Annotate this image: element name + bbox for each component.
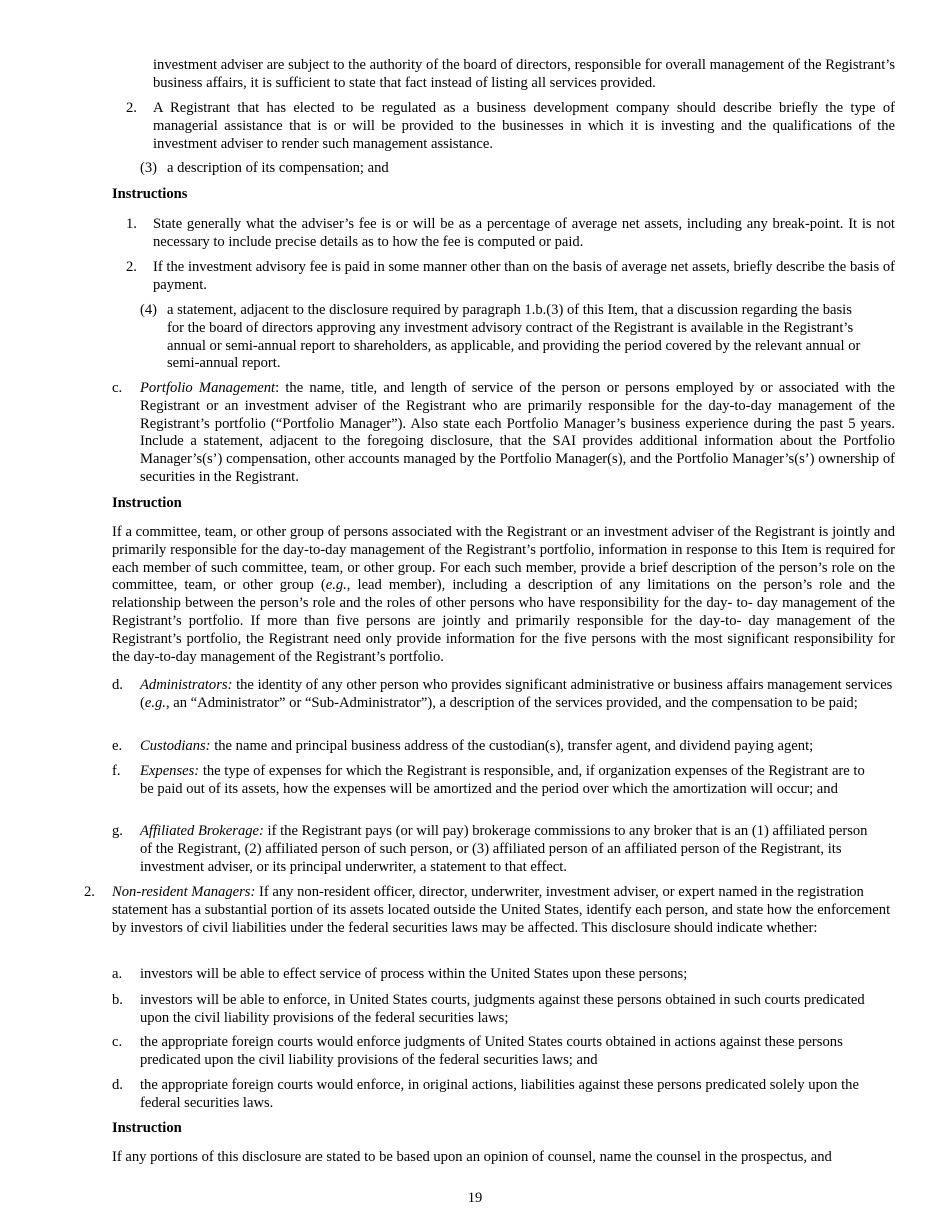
page-number: 19 (467, 1190, 483, 1206)
list-number: 2. (84, 884, 95, 900)
term-label: Custodians: (140, 738, 211, 754)
list-letter: b. (112, 992, 123, 1008)
list-number: 2. (126, 259, 137, 275)
term-label: Administrators: (140, 677, 233, 693)
term-label: Expenses: (140, 763, 200, 779)
item-body: If any non-resident officer, director, underwriter, investment adviser, or expert named in the registration statement has a substantial portion of its assets located outside the United States, identify each person, and state how the enforcement by investors of civil liabilities under the federal securities laws may be affected. This disclosure should indicate whether: (112, 884, 891, 936)
list-number: 1. (126, 216, 137, 232)
eg-abbrev: e.g. (144, 694, 166, 711)
list-letter: d. (112, 1077, 123, 1093)
list-item-service-of-process: investors will be able to effect service of process within the United States upon these persons; (140, 966, 688, 982)
eg-abbrev: e.g. (325, 577, 347, 594)
term-label: Non-resident Managers: (112, 884, 256, 900)
paragraph-text: If a committee, team, or other group of persons associated with the Registrant or an investment adviser of the Registrant is jointly and primarily responsible for the day-to-day management of the Registrant’s portfolio, information in response to this Item is required for each member of such committee, team, or other group. For each such member, provide a brief description of the person’s role on the committee, team, or other group ( (112, 524, 895, 594)
list-item-portfolio-management (140, 380, 895, 487)
list-item-non-resident-managers (112, 884, 895, 937)
paragraph-text: , lead member), including a description of any limitations on the person’s role and the relationship between the person’s role and the roles of other persons who have responsibility for the day- to- day management of the Registrant’s portfolio. If more than five persons are jointly and primarily responsible for the day-to- day management of the Registrant’s portfolio, the Registrant need only provide information for the five persons with the most significant responsibility for the day-to-day management of the Registrant’s portfolio. (112, 577, 895, 665)
list-item-compensation: a description of its compensation; and (167, 160, 389, 176)
list-letter: e. (112, 738, 123, 754)
list-letter: a. (112, 966, 123, 982)
list-item-administrators (140, 677, 895, 713)
list-letter: c. (112, 1034, 123, 1050)
list-number: (3) (140, 160, 158, 176)
list-letter: f. (112, 763, 121, 779)
list-item-foreign-judgments: the appropriate foreign courts would enforce judgments of United States courts obtained in actions against these persons predicated upon the civil liability provisions of the federal securities laws; and (140, 1034, 843, 1068)
item-body: : the name, title, and length of service of the person or persons employed by or associated with the Registrant or an investment adviser of the Registrant who are primarily responsible for the day-to-day management of the Registrant’s portfolio (“Portfolio Manager”). Also state each Portfolio Manager’s business experience during the past 5 years. Include a statement, adjacent to the foregoing disclosure, that the SAI provides additional information about the Portfolio Manager’s(s’) compensation, other accounts managed by the Portfolio Manager(s), and the Portfolio Manager’s(s’) ownership of securities in the Registrant. (140, 380, 896, 485)
list-letter: c. (112, 380, 123, 396)
section-heading-instruction: Instruction (112, 1120, 182, 1136)
list-item-expenses (140, 763, 882, 799)
term-label: Portfolio Management (140, 380, 276, 396)
list-number: 2. (126, 100, 137, 116)
list-item-board-statement: a statement, adjacent to the disclosure required by paragraph 1.b.(3) of this Item, that a discussion regarding the basis for the board of directors approving any investment advisory contract of the Registrant is available in the Registrant’s annual or semi-annual report to shareholders, as applicable, and providing the period covered by the relevant annual or semi-annual report. (167, 302, 861, 372)
item-body: , an “Administrator” or “Sub-Administrator”), a description of the services provided, and the compensation to be paid; (165, 694, 858, 711)
list-item-affiliated-brokerage (140, 823, 882, 876)
item-body: if the Registrant pays (or will pay) brokerage commissions to any broker that is an (1) affiliated person of the Registrant, (2) affiliated person of such person, or (3) affiliated person of an affiliated person of the Registrant, its investment adviser, or its principal underwriter, a statement to that effect. (140, 823, 868, 875)
section-heading-instructions: Instructions (112, 186, 188, 202)
item-body: the identity of any other person who provides significant administrative or business affairs management services ( (140, 677, 893, 711)
list-item-original-actions: the appropriate foreign courts would enforce, in original actions, liabilities against these persons predicated solely upon the federal securities laws. (140, 1077, 859, 1111)
instruction-item-basis: If the investment advisory fee is paid in some manner other than on the basis of average net assets, briefly describe the basis of payment. (153, 259, 895, 293)
section-heading-instruction: Instruction (112, 495, 182, 511)
list-item-bdc-assistance: A Registrant that has elected to be regulated as a business development company should describe briefly the type of managerial assistance that is or will be provided to the businesses in which it is investing and the qualifications of the investment adviser to render such management assistance. (153, 100, 895, 152)
paragraph-counsel: If any portions of this disclosure are stated to be based upon an opinion of counsel, name the counsel in the prospectus, and (112, 1149, 832, 1165)
instruction-item-fee: State generally what the adviser’s fee is or will be as a percentage of average net assets, including any break-point. It is not necessary to include precise details as to how the fee is computed or paid. (153, 216, 895, 250)
paragraph-services: investment adviser are subject to the authority of the board of directors, responsible for overall management of the Registrant’s business affairs, it is sufficient to state that fact instead of listing all services provided. (153, 57, 895, 91)
list-item-custodians (140, 738, 895, 756)
item-body: the name and principal business address of the custodian(s), transfer agent, and dividend paying agent; (210, 738, 814, 754)
term-label: Affiliated Brokerage: (140, 823, 264, 839)
paragraph-committee (112, 524, 895, 666)
list-number: (4) (140, 302, 158, 318)
list-letter: d. (112, 677, 123, 693)
list-item-enforce-us-courts: investors will be able to enforce, in United States courts, judgments against these persons obtained in such courts predicated upon the civil liability provisions of the federal securities laws; (140, 992, 865, 1026)
item-body: the type of expenses for which the Registrant is responsible, and, if organization expenses of the Registrant are to be paid out of its assets, how the expenses will be amortized and the period over which the amortization will occur; and (140, 763, 865, 797)
list-letter: g. (112, 823, 123, 839)
